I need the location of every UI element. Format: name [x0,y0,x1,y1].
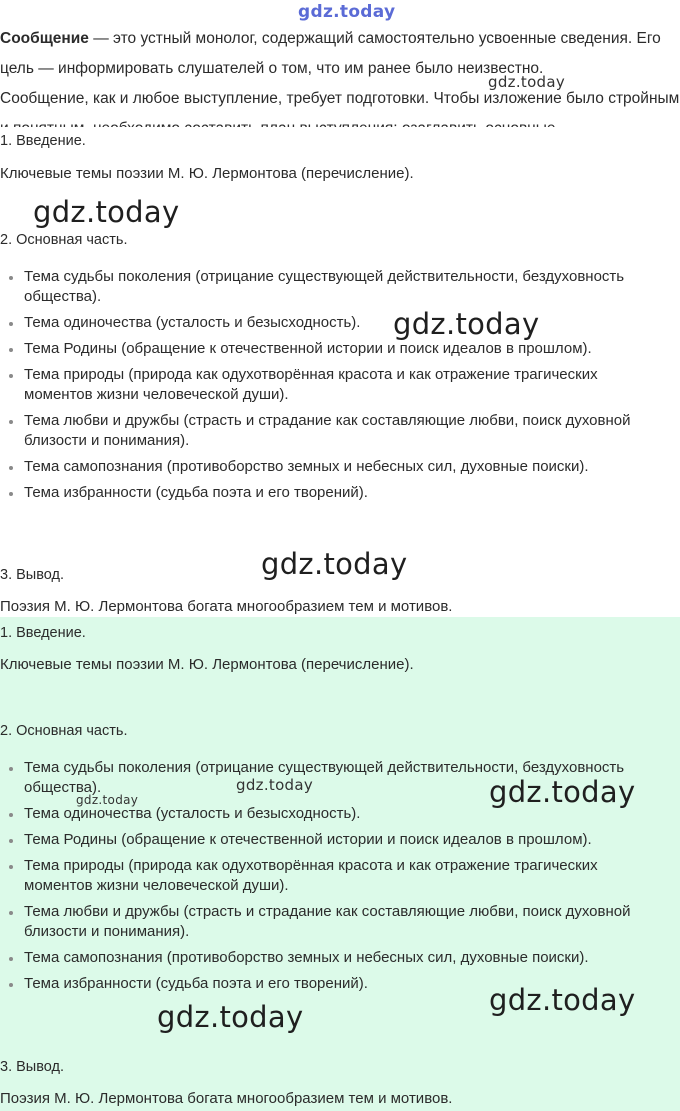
conclusion-text: Поэзия М. Ю. Лермонтова богата многообразием тем и мотивов. [0,598,453,615]
list-item: Тема судьбы поколения (отрицание существующей действительности, бездуховность общества). [0,758,664,798]
list-item: Тема судьбы поколения (отрицание существующей действительности, бездуховность общества). [0,267,664,307]
main-heading: 2. Основная часть. [0,723,128,739]
preview-term: Сообщение [0,30,89,47]
watermark: gdz.today [33,195,180,229]
watermark-top: gdz.today [298,2,396,22]
bullet-icon [9,839,13,843]
conclusion-heading: 3. Вывод. [0,1059,64,1075]
bullet-icon [9,813,13,817]
intro-preview [0,24,680,127]
watermark: gdz.today [236,776,314,794]
conclusion-text: Поэзия М. Ю. Лермонтова богата многообразием тем и мотивов. [0,1090,453,1107]
watermark: gdz.today [261,547,408,581]
list-item: Тема Родины (обращение к отечественной истории и поиск идеалов в прошлом). [0,339,664,359]
watermark: gdz.today [76,793,139,807]
bullet-icon [9,466,13,470]
bullet-icon [9,276,13,280]
conclusion-heading: 3. Вывод. [0,567,64,583]
list-item: Тема избранности (судьба поэта и его творений). [0,974,664,994]
bullet-icon [9,957,13,961]
preview-paragraph-2: Сообщение, как и любое выступление, требует подготовки. Чтобы изложение было стройным [0,90,680,107]
list-item: Тема Родины (обращение к отечественной истории и поиск идеалов в прошлом). [0,830,664,850]
bullet-icon [9,322,13,326]
list-item: Тема самопознания (противоборство земных и небесных сил, духовные поиски). [0,457,664,477]
bullet-icon [9,983,13,987]
list-item: Тема любви и дружбы (страсть и страдание как составляющие любви, поиск духовной близости и понимания). [0,902,664,942]
watermark: gdz.today [393,307,540,341]
list-item: Тема самопознания (противоборство земных и небесных сил, духовные поиски). [0,948,664,968]
list-item: Тема одиночества (усталость и безысходность). [0,804,664,824]
bullet-icon [9,767,13,771]
bullet-icon [9,492,13,496]
watermark: gdz.today [489,983,636,1017]
list-item: Тема любви и дружбы (страсть и страдание как составляющие любви, поиск духовной близости и понимания). [0,411,664,451]
list-item: Тема природы (природа как одухотворённая красота и как отражение трагических моментов жизни человеческой души). [0,856,664,896]
watermark: gdz.today [157,1000,304,1034]
themes-list [0,267,680,509]
intro-heading: 1. Введение. [0,133,86,149]
watermark-small: gdz.today [488,73,566,91]
main-heading: 2. Основная часть. [0,232,128,248]
bullet-icon [9,911,13,915]
bullet-icon [9,865,13,869]
intro-text: Ключевые темы поэзии М. Ю. Лермонтова (перечисление). [0,656,414,673]
preview-definition: — это устный монолог, содержащий самостоятельно усвоенные сведения. Его цель — информировать слушателей о том, что им ранее было неизвестно. [0,30,661,77]
intro-text: Ключевые темы поэзии М. Ю. Лермонтова (перечисление). [0,165,414,182]
bullet-icon [9,348,13,352]
plan-block-white [0,127,680,617]
plan-block-green [0,617,680,1111]
intro-heading: 1. Введение. [0,625,86,641]
bullet-icon [9,374,13,378]
watermark: gdz.today [489,775,636,809]
bullet-icon [9,420,13,424]
preview-paragraph-1 [0,24,680,84]
list-item: Тема природы (природа как одухотворённая красота и как отражение трагических моментов жизни человеческой души). [0,365,664,405]
list-item: Тема избранности (судьба поэта и его творений). [0,483,664,503]
list-item: Тема одиночества (усталость и безысходность). [0,313,664,333]
